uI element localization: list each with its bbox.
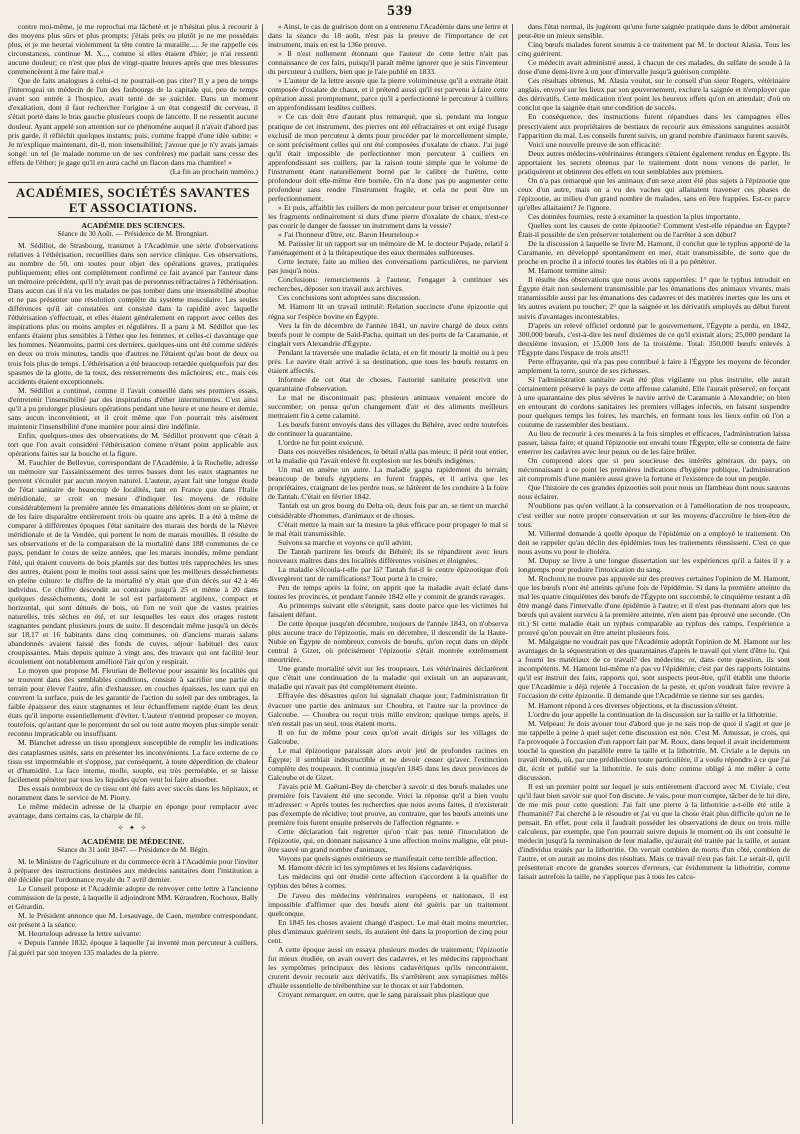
paragraph: Que de faits analogues à celui-ci ne pourrait-on pas citer? Il y a peu de temps j'interrogeai un médecin de l'un des faubourgs de la capitale qui, peu de temps avant son entrée à l'hospice, avait tenté de se suicider. Dans un moment d'exaltation, dont il faut rechercher l'origine à un état congestif du cerveau, il s'était porté dans le bras gauche plusieurs coups de lancette. Il ne ressentit aucune douleur. Ayant appelé son attention sur ce phénomène auquel il n'avait d'abord pas pris garde, il réfléchit quelques instants; puis, comme frappé d'une idée subite: « Je m'explique maintenant, dit-il, mon insensibilité; j'avoue que je n'y avais jamais songé: un tel (le malade nomme un de ses confrères) me parlait sans cesse des effets de l'éther; je gage qu'il en aura caché un flacon dans ma chambre! » <box>8 76 258 167</box>
paragraph: Voyons par quels signes extérieurs se manifestait cette terrible affection. <box>278 854 498 864</box>
paragraph: Il est un premier point sur lequel je suis entièrement d'accord avec M. Civiale, c'est qu'il faut bien savoir sur quoi l'on discute. Je vais, pour mon compte, tâcher de le lui dire, de me mis pour cette question: J'ai fait une pierre à la lithotritie a-t-elle été utile à l'humanité? J'ai cherché à le résoudre et j'ai vu que la chose était plus difficile qu'on ne le pensait. En effet, pour cela il faudrait posséder les observations de deux ou trois mille calculeux, par exemple, que l'on pourrait suivre depuis le moment où ils ont consulté le médecin jusqu'à la terminaison de leur maladie, qu'aurait été traitée par la taille, et autant d'individus traités par la lithotritie. On verrait combien de morts d'un côté, combien de l'autre, et on aurait au moins des résultats. Mais ce travail n'est pas fait. Le serait-il, qu'il présenterait encore de grandes sources d'erreurs, car évidemment la lithotritie, comme faisait autrefois la taille, ne s'applique pas à tous les calcu- <box>518 781 790 882</box>
paragraph: » J'ai l'honneur d'être, etc. Baron Heurteloup.» <box>278 230 419 240</box>
paragraph: Ces conclusions sont adoptées sans discussion. <box>278 293 421 303</box>
paragraph: Le mal ne discontinuait pas; plusieurs animaux venaient encore de succomber; on pensa qu'un changement d'air et des aliments meilleurs mettraient fin à cette calamité. <box>268 392 508 421</box>
paragraph: N'oublions pas qu'en veillant à la conservation et à l'amélioration de nos troupeaux, c'est veiller sur notre propre conservation et sur les moyens d'accroître le bien-être de tous. <box>518 501 790 529</box>
paragraph: Effrayée des désastres qu'on lui signalait chaque jour, l'administration fit évacuer une partie des animaux sur Choubra, et l'autre sur la province de Galcoube. — Choubra ou reçut trois mille environ; quelque temps après, il n'en restait pas un seul, tous étaient morts. <box>268 691 508 728</box>
paragraph: Un mal en amène un autre. La maladie gagna rapidement du terrain; beaucoup de bœufs égyptiens en furent frappés, et il arriva que les propriétaires, craignant de les perdre tous, se hâtèrent de les conduire à la foire de Tantah. C'était en février 1842. <box>268 465 508 502</box>
paragraph: » Il n'est nullement étonnant que l'auteur de cette lettre n'ait pas connaissance de ces faits, puisqu'il paraît même ignorer que je suis l'inventeur du percuteur à cuillers, bien que je l'aie publié en 1833. <box>268 49 508 77</box>
academie-sciences-heading: ACADÉMIE DES SCIENCES. <box>81 220 185 230</box>
paragraph: De l'aveu des médecins vétérinaires européens et nationaux, il est impossible d'affirmer que des bœufs aient été guéris par un traitement quelconque. <box>268 890 508 918</box>
paragraph: M. Hamont lit un travail intitulé: Relation succincte d'une épizootie qui régna sur l'espèce bovine en Égypte. <box>268 302 508 321</box>
medecine-report-continued <box>268 22 508 999</box>
paragraph: Le Conseil propose et l'Académie adopte de renvoyer cette lettre à l'ancienne commission de la peste, à laquelle il adjoindront MM. Kéraudren, Rochoux, Bally et Gérardin. <box>8 884 258 912</box>
paragraph: En conséquence, des instructions furent répandues dans les campagnes elles prescrivaient aux propriétaires de bestiaux de recourir aux émissions sanguines aussitôt l'apparition du mal. Les conseils furent suivis, un grand nombre d'animaux furent sauvés. <box>518 112 790 140</box>
column-1 <box>8 22 258 1127</box>
paragraph: Vers la fin de décembre de l'année 1841, un navire chargé de deux cents bœufs pour le compte de Saïd-Pacha, quittait un des ports de la Caramanie, et cinglait vers Alexandrie d'Égypte. <box>268 320 508 348</box>
paragraph: Peu de temps après la foire, on apprit que la maladie avait éclaté dans toutes les provinces, et pendant l'année 1842 elle y commit de grands ravages. <box>268 582 508 601</box>
paragraph: Il en fut de même pour ceux qu'on avait dirigés sur les villages de Galcoube. <box>268 727 508 746</box>
paragraph: Les médecins qui ont étudié cette affection s'accordent à la qualifier de typhus des bêtes à cornes. <box>268 872 508 891</box>
paragraph: « Depuis l'année 1832, époque à laquelle j'ai inventé mon percuteur à cuillers, j'ai guéri par son moyen 135 malades de la pierre. <box>8 938 258 957</box>
paragraph: Ce médecin avait administré aussi, à chacun de ces malades, du sulfate de soude à la dose d'une demi-livre à un jour d'intervalle jusqu'à guérison complète. <box>518 58 790 77</box>
paragraph: Enfin, quelques-unes des observations de M. Sédillot prouvent que c'était à tort que l'on avait considéré l'éthérisation comme n'étant point applicable aux opérations faites sur la bouche et la figure. <box>8 430 258 458</box>
paragraph: Cinq bœufs malades furent soumis à ce traitement par M. le docteur Alasia. Tous les cinq guérirent. <box>518 40 790 59</box>
paragraph: contre moi-même, je me reprochai ma lâcheté et je n'hésitai plus à recourir à des moyens plus sûrs et plus prompts; j'étais près ou plutôt je ne me possédais plus, et je me heurtai violemment la tête contre la muraille..... Je me rappelle ces circonstances, continue M. X..., comme si elles étaient d'hier; je n'ai ressenti aucune douleur; ce n'est que plus de vingt-quatre heures après que mes blessures commencèrent à me faire mal.» <box>8 22 258 77</box>
paragraph: M. Patissier lit un rapport sur un mémoire de M. le docteur Pujade, relatif à l'aménagement et à la thérapeutique des eaux thermales sulfureuses. <box>268 239 508 258</box>
paragraph: L'ordre du jour appelle la continuation de la discussion sur la taille et la lithotritie. <box>528 709 778 719</box>
paragraph: Tantah est un gros bourg du Delta où, deux fois par an, se tient un marché considérable d'hommes, d'animaux et de choses. <box>268 501 508 520</box>
paragraph: M. Rochoux ne trouve pas appuyée sur des preuves certaines l'opinion de M. Hamont, que les bœufs n'ont été atteints qu'une fois de l'épidémie. Si dans la première atteinte du mal les quatre cinquièmes des bœufs de l'Égypte ont succombé, le cinquième restant a dû être mangé dans l'intervalle d'une épidémie à l'autre; et il n'est pas étonnant alors que les bœufs qui avaient survécu à la première atteinte, n'en aient pas éprouvé une seconde. (On rit.) Si cette maladie était un typhus comparable au typhus des camps, l'expérience a prouvé qu'on pouvait en être atteint plusieurs fois. <box>518 573 790 638</box>
column-3 <box>518 22 790 1127</box>
seance-line: Séance du 30 Août. — Présidence de M. Brongniart. <box>57 229 209 238</box>
paragraph: » Et puis, affaiblir les cuillers de mon percuteur pour briser et emprisonner les fragments ordinairement si durs d'une pierre d'oxalate de chaux, n'est-ce pas courir le danger de fausser un instrument dans la vessie? <box>268 202 508 231</box>
paragraph: J'avais prié M. Gaëtani-Bey de chercher à savoir si des bœufs malades une première fois l'avaient été une seconde. Voici la réponse qu'il a bien voulu m'adresser: « Après toutes les recherches que nous avons faites, il n'existerait pas d'exemple de récidive; tout prouve, au contraire, que les bœufs atteints une première fois furent ensuite préservés de l'affection régnante. » <box>268 781 508 828</box>
paragraph: Au lieu de recourir à ces mesures à la fois simples et efficaces, l'administration laissa passer, laissa faire; et quand l'épizootie eut envahi toute l'Égypte, elle se contenta de faire enterrer les cadavres avec leur peaux ou de les faire brûler. <box>518 429 790 457</box>
paragraph: Quelles sont les causes de cette épizootie? Comment s'est-elle répandue en Égypte? Était-il possible de s'en préserver totalement ou de l'arrêter à son début? <box>518 221 790 240</box>
paragraph: M. Sédillot a continué, comme il l'avait conseillé dans ses premiers essais, d'entretenir l'insensibilité par des inspirations d'éther intermittentes. C'est ainsi qu'il a pu prolonger plusieurs opérations pendant une heure et une heure et demie, sans aucun inconvénient, et il croit même que l'on pourrait très aisément maintenir l'insensibilité d'une manière pour ainsi dire indéfinie. <box>8 385 258 431</box>
paragraph: M. Villermé demande à quelle époque de l'épidémie on a employé le traitement. On doit se rappeler qu'au déclin des épidémies tous les traitements réussissent. C'est ce que nous avons vu pour le choléra. <box>518 528 790 556</box>
paragraph: M. Hamont répond à ces diverses objections, et la discussion s'éteint. <box>528 700 738 710</box>
paragraph: M. Dupuy se livre à une longue dissertation sur les expériences qu'il a faites il y a longtemps pour produire l'intoxication du sang. <box>518 555 790 574</box>
paragraph: L'ordre ne fut point exécuté. <box>278 438 364 448</box>
paragraph: On n'a pas remarqué que les animaux d'un sexe aient été plus sujets à l'épizootie que ceux d'un autre, mais on a vu des vaches qui allaitaient traverser ces phases de l'épizootie, au milieu d'un grand nombre de malades, sans en être frappées. Est-ce parce qu'elles allaitaient? Je l'ignore. <box>518 175 790 212</box>
paragraph: M. Fauchier de Bellevue, correspondant de l'Académie, à la Rochelle, adresse un mémoire sur l'assainissement des terres basses dont les eaux stagnantes ne peuvent s'écouler par aucun moyen naturel. L'auteur, ayant fait une longue étude de l'état sanitaire de beaucoup de localités, tant en France que dans l'Italie méridionale, se croit en mesure d'indiquer les moyens de réduire considérablement la première année les émanations délétères dont on se plaint, et de les faire disparaître entièrement trois ou quatre ans après. Il a été à même de comparer à différentes époques l'état sanitaire des marais des bords de la Nièvre méridionale et de la Vendée, qui portent le nom de marais mouillés. Il résulte de ses observations et de la comparaison de la mortalité dans 188 communes de ce pays, pendant le cours de seize années, que les marais inondés, même pendant l'été, qui étaient couverts de bois plantés sur des buttes très rapprochées les unes des autres, étaient pour le moins tout aussi sains que les meilleurs desséchements en pleine culture: le chiffre de la mortalité n'y était que d'un décès sur 42 à 46 individus. Ce chiffre descendit au contraire jusqu'à 25 et même à 20 dans quelques desséchements, dont le sol est parfaitement argileux, compact et horizontal, qui sont dénués de bois, où l'on ne voit que de vastes prairies naturelles, très sèches en été, et sur lesquelles les eaux des orages restent stagnantes pendant plusieurs jours de suite. Il descendait même jusqu'à un décès sur 18,17 et 16 habitants dans cinq communes, où d'anciens marais salans abandonnés avaient laissé des fonds de cuves, séjour habituel des eaux croupissantes. Mais depuis quinze à vingt ans, des travaux qui ont facilité leur écoulement ont notablement amélioré l'air qu'on y respirait. <box>8 458 258 667</box>
intro-text <box>8 22 258 167</box>
medecine-report <box>8 857 258 957</box>
paragraph: A cette époque aussi on essaya plusieurs modes de traitement; l'épizootie fut mieux étudiée, on avait ouvert des cadavres, et les médecins rapprochant les symptômes principaux des lésions cadavériques qu'ils rencontraient, crurent devoir recourir aux dérivatifs. Ils s'arrêtèrent aux synapismes mêlés d'huile essentielle de térébenthine sur le thorax et sur l'abdomen. <box>268 944 508 990</box>
paragraph: Informée de cet état de choses, l'autorité sanitaire prescrivit une quarantaine d'observation. <box>268 374 508 393</box>
paragraph: Le mal épizootique paraissait alors avoir jeté de profondes racines en Égypte; il semblait indestructible et ne devoir cesser qu'avec l'extinction complète des troupeaux. Il continua jusqu'en 1845 dans les deux provinces de Galcoube et de Gizet. <box>268 745 508 782</box>
paragraph: Cette déclaration fait regretter qu'on n'ait pas tenté l'inoculation de l'épizootie, qui, en donnant naissance à une affection moins maligne, eût peut-être sauvé un grand nombre d'animaux. <box>268 827 508 855</box>
paragraph: Le même médecin adresse de la charpie en éponge pour remplacer avec avantage, dans certains cas, la charpie de fil. <box>8 801 258 820</box>
page-number: 539 <box>387 3 413 19</box>
column-2 <box>268 22 508 1127</box>
paragraph: Les bœufs furent envoyés dans des villages du Béhère, avec ordre toutefois de continuer la quarantaine. <box>268 420 508 439</box>
paragraph: Si l'administration sanitaire avait été plus vigilante ou plus instruite, elle aurait certainement préservé le pays de cette affreuse calamité. Elle l'aurait préservé, en forçant à une quarantaine des plus sévères le navire arrivé de Caramanie à Alexandrie; on bien en entourant de cordons sanitaires les premiers villages infectés, en faisant suspendre pour quelques temps les foires, les marchés, en fermant tous les lieux enfin où l'on a coutume de rassembler des bestiaux. <box>518 374 790 430</box>
paragraph: Des essais nombreux de ce tissu ont été faits avec succès dans les hôpitaux, et notamment dans le service de M. Piorry. <box>8 783 258 802</box>
paragraph: » Ce cas doit être d'autant plus remarqué, que si, pendant ma longue pratique de cet instrument, des pierres ont été réfractaires et ont exigé l'usage exclusif de mon percuteur à dents pour procéder par le morcellement simple, ce sont précisément celles qui ont été composées d'oxalate de chaux. J'ai jugé qu'il était impossible de perfectionner mon percuteur à cuillers en approfondissant ses cuillers, par la raison toute simple que le volume de l'instrument étant naturellement borné par le calibre de l'urètre, cette profondeur doit elle-même être bornée. On n'a donc pas pu augmenter cette profondeur sans rendre l'instrument fragile, et cela ne peut être un perfectionnement. <box>268 112 508 203</box>
paragraph: » L'auteur de la lettre assure que la pierre volumineuse qu'il a extraite était composée d'oxalate de chaux, et il prétend aussi qu'il est parvenu à faire cette opération aussi promptement, parce qu'il a perfectionné le percuteur à cuillers en approfondissant lesdites cuillers. <box>268 76 508 113</box>
paragraph: M. Heurteloup adresse la lettre suivante: <box>18 929 142 939</box>
paragraph: Une grande mortalité sévit sur les troupeaux. Les vétérinaires déclarèrent que c'était une continuation de la maladie qui existait un an auparavant, maladie qui n'avait pas été complètement éteinte. <box>268 664 508 692</box>
separator: ✧ ✦ ✧ <box>117 823 149 832</box>
epizootie-report <box>518 22 790 881</box>
paragraph: Ces données fournies, reste à examiner la question la plus importante. <box>528 211 741 221</box>
paragraph: En 1845 les choses avaient changé d'aspect. Le mal était moins meurtrier, plus d'animaux guérirent seuls, ils auraient été dans la proportion de cinq pour cent. <box>268 917 508 945</box>
paragraph: Il résulte des observations que nous avons rapportées: 1° que le typhus introduit en Égypte était non seulement transmissible par les émanations des animaux vivants, mais transmissible aussi par les émanations des cadavres et des matières inertes que les uns et les autres avaient pu toucher; 2° que la saignée et les dérivatifs employés au début furent suivis d'avantages incontestables. <box>518 275 790 321</box>
paragraph: M. Hamont termine ainsi: <box>528 266 607 276</box>
paragraph: M. le Ministre de l'agriculture et du commerce écrit à l'Académie pour l'inviter à préparer des instructions destinées aux médecins sanitaires dont l'institution a été décidée par l'ordonnance royale du 7 avril dernier. <box>8 857 258 885</box>
column-rule <box>262 24 263 1124</box>
paragraph: M. Hamont décrit ici les symptômes et les lésions cadavériques. <box>278 863 473 873</box>
paragraph: Pendant la traversée une maladie éclata, et en fit mourir la moitié ou à peu près. Le navire était arrivé à sa destination, que tous les bœufs restants en étaient affectés. <box>268 347 508 375</box>
paragraph: De cette époque jusqu'en décembre, toujours de l'année 1843, on n'observa plus aucune trace de l'épizootie, mais en décembre, il descendit de la Haute-Nubie en Égypte de nombreux convois de bœufs, qu'on reçut dans un dépôt central à Gizet, où précisément l'épizootie s'était montrée extrêmement meurtrière. <box>268 619 508 665</box>
paragraph: dans l'état normal, ils jugèrent qu'une forte saignée pratiquée dans le début amènerait peut-être un mieux sensible. <box>518 22 790 41</box>
paragraph: C'était mettre la main sur la mesure la plus efficace pour propager le mal si le mal était transmissible. <box>268 519 508 538</box>
column-rule <box>512 24 513 1124</box>
paragraph: D'après un relevé officiel ordonné par le gouvernement, l'Égypte a perdu, en 1842, 300,000 bœufs, c'est-à-dire les neuf dixièmes de ce qu'il existait alors; 25,000 pendant la deuxième invasion, et 15,000 lors de la troisième. Total: 350,000 bœufs enlevés à l'Égypte dans l'espace de trois ans!!! <box>518 320 790 357</box>
paragraph: Ces résultats obtenus, M. Alasia voulut, sur le conseil d'un sieur Rogers, vétérinaire anglais, envoyé sur les lieux par son gouvernement, exclure la saignée et n'employer que des dérivatifs. Cette médication n'eut point les heureux effets qu'on en attendait; d'où on conclut que la saignée était une condition de succès. <box>518 76 790 113</box>
paragraph: La maladie s'écoula-t-elle par là? Tantah fut-il le centre épizootique d'où divergèrent tant de ramifications? Tout porte à le croire. <box>268 564 508 583</box>
paragraph: Perte effrayante, qui n'a pas peu contribué à faire à l'Égypte les moyens de féconder amplement la terre, source de ses richesses. <box>518 356 790 375</box>
paragraph: M. Blanchet adresse un tissu spongieux susceptible de remplir les indications des cataplasmes usités, sans en présenter les inconvénients. La face externe de ce tissu est imperméable et s'oppose, par conséquent, à toute déperdition de chaleur et d'humidité. La face interne, molle, souple, est très perméable, et se laisse facilement pénétrer par tous les liquides qu'on veut lui faire absorber. <box>8 738 258 784</box>
academie-medecine-heading: ACADÉMIE DE MÉDECINE. <box>81 836 185 846</box>
paragraph: De Tantah partirent les bœufs du Béhéré; ils se répandirent avec leurs nouveaux maîtres dans des localités différentes voisines et éloignées. <box>268 546 508 565</box>
paragraph: Voici une nouvelle preuve de son efficacité: <box>528 139 661 149</box>
paragraph: M. Sédillot, de Strasbourg, transmet à l'Académie une série d'observations relatives à l'éthérisation, recueillies dans son service clinique. Ces observations, au nombre de 50, ont toutes pour objet des opérations graves, pratiquées publiquement; elles ont complètement confirmé ce fait avancé par l'auteur dans un mémoire précédent, qu'il n'y avait pas de personnes réfractaires à l'éthérisation. Dans aucun cas il n'a vu les malades ne pas tomber dans une insensibilité absolue et ne pas présenter une résolution complète du système musculaire. Les seules différences qu'il ait constatées ont consisté dans la rapidité avec laquelle l'éthérisation s'effectuait, et elles étaient généralement en rapport avec celles des inspirations plus ou moins amples et régulières. Il a paru à M. Sédillot que les enfants étaient plus sensibles à l'éther que les femmes, et celles-ci davantage que les hommes. Néanmoins, parmi ces derniers, quelques-uns ont été comme sidérés en deux ou trois minutes, tandis que d'autres ne l'étaient qu'au bout de deux ou trois fois plus de temps. L'éthérisation a été beaucoup retardée quelquefois par des spasmes de la glotte, de la toux, des resserrements des mâchoires, etc., mais ces accidents étaient exceptionnels. <box>8 240 258 386</box>
paragraph: Le moyen que propose M. Fleuriau de Bellevue pour assainir les localités qui se trouvent dans des semblables conditions, consiste à sacrifier une partie du terrain pour élever l'autre, afin d'exhausser, en couches épaisses, les eaux qui en couvrent la surface, puis de les garantir de l'action du soleil par des ombrages, la faible épaisseur des eaux stagnantes et leur échauffement rapide étant les deux états qu'il importe essentiellement d'éviter. L'auteur n'entend proposer ce moyen, toutefois, qu'autant que le percement du sol ou tout autre moyen plus simple serait reconnu impraticable ou insuffisant. <box>8 666 258 739</box>
seance-line: Séance du 31 août 1847. — Présidence de M. Bégin. <box>57 845 209 854</box>
section-title: ACADÉMIES, SOCIÉTÉS SAVANTES ET ASSOCIATIONS. <box>8 182 258 218</box>
paragraph: » Ainsi, le cas de guérison dont on a entretenu l'Académie dans une lettre et dans la séance du 18 août, n'est pas la preuve de l'importance de cet instrument, mais en est la 136e preuve. <box>268 22 508 50</box>
paragraph: Dans ces nouvelles résidences, le bétail n'alla pas mieux; il périt tout entier, et la maladie qui l'avait enlevé fit explosion sur les bœufs indigènes. <box>268 447 508 466</box>
paragraph: M. Velpeau: Je dois avouer tout d'abord que je ne sais trop de quoi il s'agit et que je me rappelle à peine à quel sujet cette discussion est née. C'est M. Amussat, je crois, qui l'a provoquée à l'occasion d'un rapport fait par M. Roux, dans lequel il avait incidemment touché la question du parallèle entre la taille et la lithotritie. M. Civiale a le depuis un travail étendu, où, par une prédilection toute particulière, il a voulu répondre à ce que j'ai dit, écrit et publié sur la lithotritie. Je suis donc comme obligé à me mêler à cette discussion. <box>518 718 790 782</box>
to-be-continued: (La fin au prochain numéro.) <box>170 166 258 176</box>
paragraph: M. Malgaigne ne voudrait pas que l'Académie adoptât l'opinion de M. Hamont sur les avantages de la séquestration et des quarantaines d'après le travail qui vient d'être lu. Qui a fourni les matériaux de ce travail? des médecins; or, dans cette question, ils sont incompétents. M. Hamont lui-même n'a pas vu l'épidémie; c'est par des rapports lointains qu'il est instruit des faits, rapports qui, sont suspects peut-être, qu'il établit une théorie que l'Académie a déjà rejetée à l'occasion de la peste, et qu'on voudrait faire revivre à l'occasion de cette épizootie. Il demande que l'Académie se tienne sur ses gardes. <box>518 637 790 701</box>
paragraph: Croyant remarquer, en outre, que le sang paraissait plus plastique que <box>278 990 489 1000</box>
paragraph: Au printemps suivant elle s'éteignit, sans doute parce que les victimes lui faisaient défaut. <box>268 601 508 620</box>
paragraph: Deux autres médecins-vétérinaires étrangers s'étaient également rendus en Égypte. Ils apportaient les secrets obtenus par le traitement dont nous venons de parler, le pratiquèrent et obtinrent des effets en tout semblables aux premiers. <box>518 148 790 176</box>
paragraph: De la discussion à laquelle se livre M. Hamont, il conclut que le typhus apporté de la Caramanie, en développé spontanément en mer, était transmissible, de sorte que de proche en proche il a infecté toutes les étables où il a pu pénétrer. <box>518 239 790 267</box>
paragraph: On comprend alors que si peu soucieuse des intérêts généraux du pays, on méconnaissant à ce point les premières indications d'hygiène publique, l'administration ait compromis d'une manière aussi grave la fortune et l'existence de tout un peuple. <box>518 456 790 484</box>
paragraph: Suivons sa marche et voyons ce qu'il advint. <box>278 537 413 547</box>
sciences-report <box>8 241 258 820</box>
paragraph: M. le Président annonce que M. Lesauvage, de Caen, membre correspondant, est présent à la séance. <box>8 911 258 930</box>
paragraph: Cette lecture, faite au milieu des conversations particulières, ne parvient pas jusqu'à nous. <box>268 257 508 276</box>
paragraph: Conclusions: remerciements à l'auteur, l'engager à continuer ses recherches, déposer son travail aux archives. <box>268 275 508 294</box>
paragraph: Que l'histoire de ces grandes épizooties soit pour nous un flambeau dont nous saurons nous éclairer. <box>518 483 790 502</box>
